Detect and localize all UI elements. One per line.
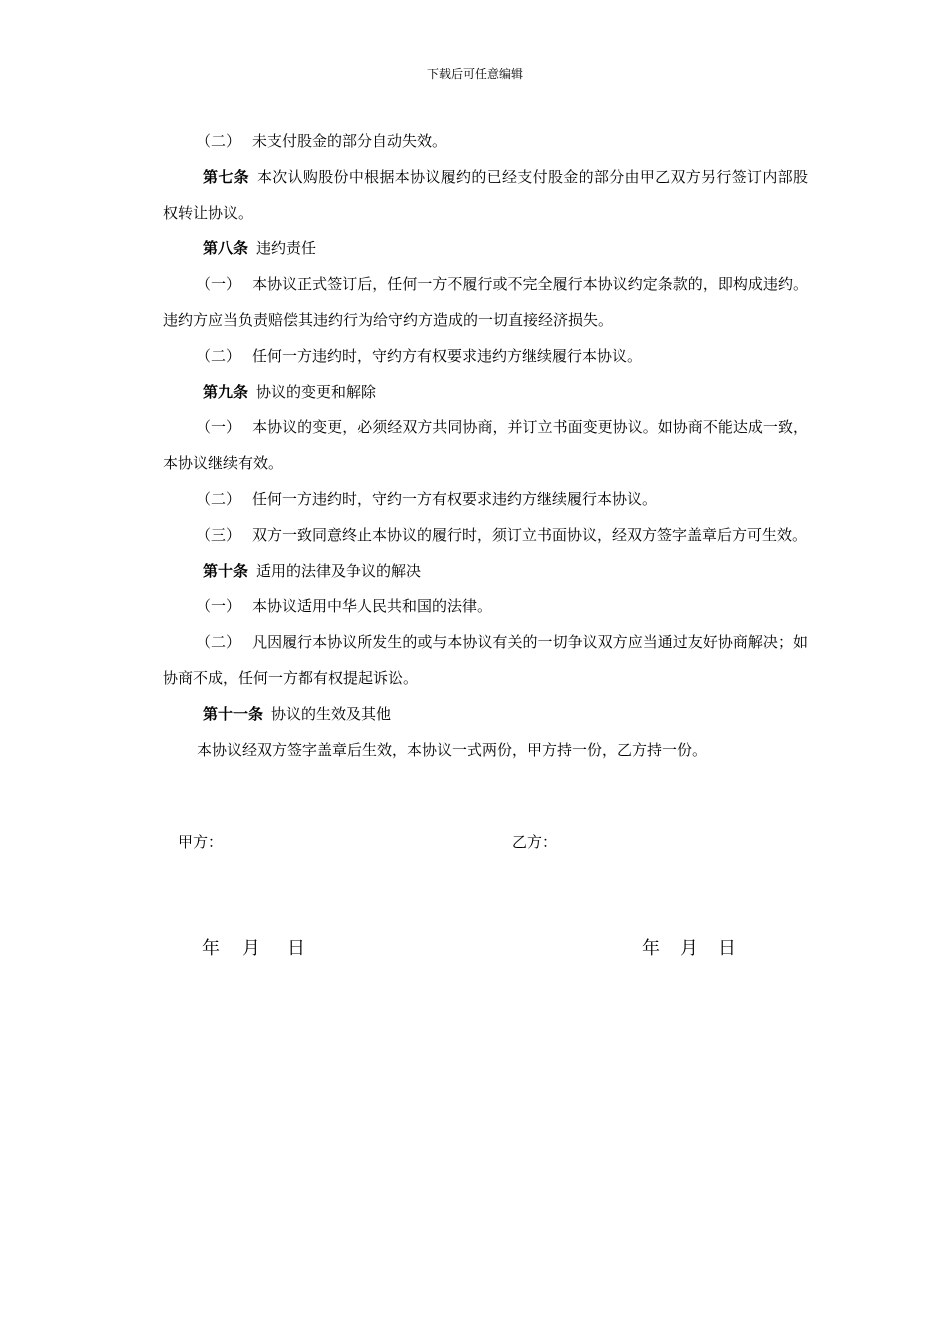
- article-title: 适用的法律及争议的解决: [256, 561, 422, 580]
- article-label: 第九条: [203, 382, 249, 401]
- item-marker: （二）: [196, 489, 242, 508]
- article-9-item-3: [163, 518, 808, 554]
- article-11-text: 本协议经双方签字盖章后生效，本协议一式两份，甲方持一份，乙方持一份。: [197, 740, 708, 759]
- article-10: [163, 554, 808, 590]
- party-b-label: 乙方：: [512, 833, 558, 851]
- article-7: [163, 160, 808, 232]
- article-label: 第十一条: [203, 704, 264, 723]
- item-text: 本协议的变更，必须经双方共同协商，并订立书面变更协议。如协商不能达成一致，本协议继续有效。: [163, 418, 808, 473]
- item-marker: （一）: [196, 418, 242, 437]
- article-11: [163, 697, 808, 733]
- article-label: 第八条: [203, 239, 249, 258]
- article-title: 协议的变更和解除: [256, 382, 377, 401]
- item-marker: （一）: [196, 275, 242, 294]
- article-label: 第七条: [203, 167, 249, 186]
- item-text: 未支付股金的部分自动失效。: [252, 132, 448, 150]
- article-10-item-2: [163, 625, 808, 697]
- item-text: 本协议适用中华人民共和国的法律。: [252, 597, 493, 616]
- date-day: 日: [718, 938, 736, 959]
- item-marker: （三）: [196, 525, 242, 544]
- item-text: 凡因履行本协议所发生的或与本协议有关的一切争议双方应当通过友好协商解决；如协商不成，任何一方都有权提起诉讼。: [163, 633, 808, 687]
- party-b-date: [642, 937, 736, 961]
- article-9-item-2: [163, 482, 808, 518]
- party-a-label: 甲方：: [178, 833, 224, 851]
- article-9-item-1: [163, 410, 808, 482]
- date-year: 年: [202, 938, 220, 959]
- clause-6-item-2: [163, 124, 808, 160]
- item-marker: （二）: [196, 346, 242, 365]
- date-day: 日: [287, 938, 305, 959]
- item-text: 任何一方违约时，守约一方有权要求违约方继续履行本协议。: [252, 489, 658, 508]
- page-header: 下载后可任意编辑: [426, 67, 523, 81]
- article-title: 违约责任: [256, 239, 317, 258]
- article-8-item-2: [163, 339, 808, 375]
- article-title: 协议的生效及其他: [271, 704, 392, 723]
- article-8-item-1: [163, 267, 808, 339]
- item-text: 任何一方违约时，守约方有权要求违约方继续履行本协议。: [252, 346, 643, 365]
- article-8: [163, 231, 808, 267]
- item-marker: （二）: [196, 132, 242, 150]
- article-10-item-1: [163, 589, 808, 625]
- article-text: 本次认购股份中根据本协议履约的已经支付股金的部分由甲乙双方另行签订内部股权转让协议。: [163, 167, 808, 222]
- item-marker: （二）: [196, 633, 242, 652]
- party-a-date: [202, 937, 305, 961]
- article-9: [163, 375, 808, 411]
- item-text: 双方一致同意终止本协议的履行时，须订立书面协议，经双方签字盖章后方可生效。: [252, 525, 808, 544]
- article-label: 第十条: [203, 561, 249, 580]
- item-marker: （一）: [196, 597, 242, 616]
- date-month: 月: [242, 938, 260, 959]
- agreement-body: [163, 124, 808, 768]
- item-text: 本协议正式签订后，任何一方不履行或不完全履行本协议约定条款的，即构成违约。违约方应当负责赔偿其违约行为给守约方造成的一切直接经济损失。: [163, 275, 808, 329]
- date-month: 月: [680, 938, 698, 959]
- date-year: 年: [642, 938, 660, 959]
